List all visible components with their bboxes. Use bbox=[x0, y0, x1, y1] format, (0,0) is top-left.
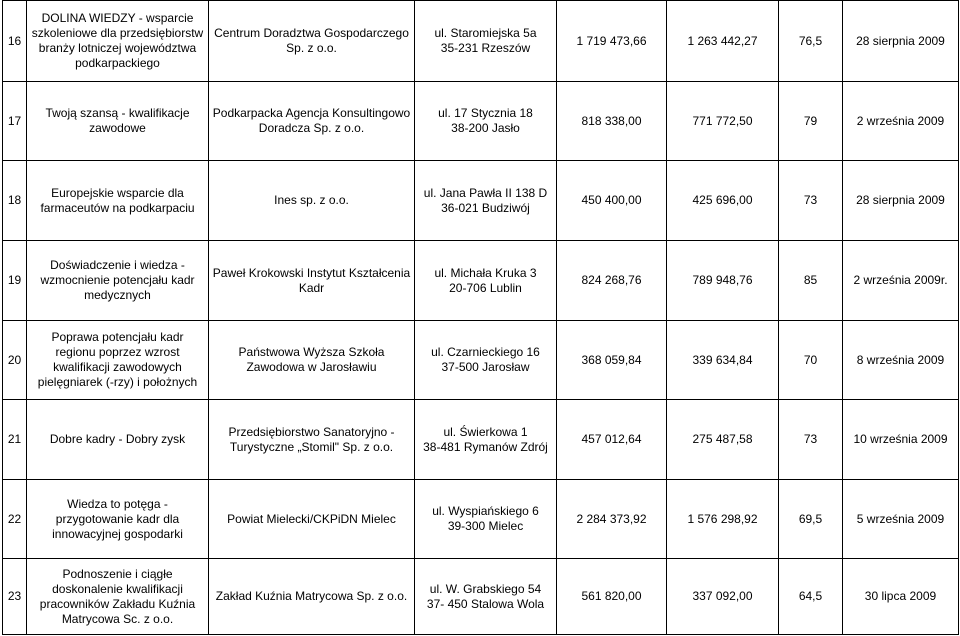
table-row bbox=[3, 82, 959, 161]
total-value: 368 059,84 bbox=[557, 321, 667, 400]
grant-value: 1 576 298,92 bbox=[667, 480, 779, 559]
table-row bbox=[3, 559, 959, 635]
table-row bbox=[3, 1, 959, 82]
date: 8 września 2009 bbox=[843, 321, 959, 400]
beneficiary: Powiat Mielecki/CKPiDN Mielec bbox=[209, 480, 415, 559]
date: 10 września 2009 bbox=[843, 400, 959, 480]
row-number: 19 bbox=[3, 241, 27, 321]
date: 30 lipca 2009 bbox=[843, 559, 959, 635]
score: 85 bbox=[779, 241, 843, 321]
address-street: ul. Czarnieckiego 16 bbox=[431, 345, 540, 359]
beneficiary: Ines sp. z o.o. bbox=[209, 161, 415, 241]
address-city: 38-200 Jasło bbox=[451, 121, 520, 135]
address bbox=[415, 321, 557, 400]
project-title: Europejskie wsparcie dla farmaceutów na podkarpaciu bbox=[27, 161, 209, 241]
address-city: 37- 450 Stalowa Wola bbox=[426, 596, 545, 611]
address bbox=[415, 559, 557, 635]
address-city: 39-300 Mielec bbox=[447, 519, 524, 533]
address-street: ul. Michała Kruka 3 bbox=[434, 265, 537, 280]
project-title: Wiedza to potęga - przygotowanie kadr dla innowacyjnej gospodarki bbox=[27, 480, 209, 559]
address-street: ul. W. Grabskiego 54 bbox=[429, 581, 542, 596]
row-number: 21 bbox=[3, 400, 27, 480]
address-city: 20-706 Lublin bbox=[449, 280, 522, 295]
grant-value: 789 948,76 bbox=[667, 241, 779, 321]
address-city: 38-481 Rymanów Zdrój bbox=[423, 439, 548, 454]
row-number: 16 bbox=[3, 1, 27, 82]
score: 69,5 bbox=[779, 480, 843, 559]
table-row bbox=[3, 321, 959, 400]
address bbox=[415, 161, 557, 241]
score: 64,5 bbox=[779, 559, 843, 635]
project-title: Dobre kadry - Dobry zysk bbox=[27, 400, 209, 480]
score: 76,5 bbox=[779, 1, 843, 82]
total-value: 450 400,00 bbox=[557, 161, 667, 241]
score: 70 bbox=[779, 321, 843, 400]
table-row bbox=[3, 241, 959, 321]
address bbox=[415, 1, 557, 82]
projects-table-body bbox=[3, 1, 959, 635]
grant-value: 275 487,58 bbox=[667, 400, 779, 480]
address-street: ul. Wyspiańskiego 6 bbox=[432, 504, 539, 518]
total-value: 818 338,00 bbox=[557, 82, 667, 161]
grant-value: 771 772,50 bbox=[667, 82, 779, 161]
date: 28 sierpnia 2009 bbox=[843, 161, 959, 241]
beneficiary: Przedsiębiorstwo Sanatoryjno - Turystyczne „Stomil" Sp. z o.o. bbox=[209, 400, 415, 480]
date: 28 sierpnia 2009 bbox=[843, 1, 959, 82]
total-value: 1 719 473,66 bbox=[557, 1, 667, 82]
address-street: ul. Świerkowa 1 bbox=[443, 424, 528, 439]
project-title: DOLINA WIEDZY - wsparcie szkoleniowe dla przedsiębiorstw branży lotniczej województwa podkarpackiego bbox=[27, 1, 209, 82]
date: 2 września 2009r. bbox=[843, 241, 959, 321]
project-title: Podnoszenie i ciągłe doskonalenie kwalifikacji pracowników Zakładu Kuźnia Matrycowa Sc. z o.o. bbox=[27, 559, 209, 635]
address bbox=[415, 241, 557, 321]
grant-value: 425 696,00 bbox=[667, 161, 779, 241]
project-title: Doświadczenie i wiedza - wzmocnienie potencjału kadr medycznych bbox=[27, 241, 209, 321]
address-street: ul. 17 Stycznia 18 bbox=[438, 106, 533, 120]
date: 5 września 2009 bbox=[843, 480, 959, 559]
row-number: 20 bbox=[3, 321, 27, 400]
score: 73 bbox=[779, 400, 843, 480]
address-street: ul. Jana Pawła II 138 D bbox=[423, 185, 548, 200]
project-title: Poprawa potencjału kadr regionu poprzez wzrost kwalifikacji zawodowych pielęgniarek (-rzy) i położnych bbox=[27, 321, 209, 400]
address-city: 37-500 Jarosław bbox=[441, 360, 530, 374]
table-row bbox=[3, 480, 959, 559]
total-value: 2 284 373,92 bbox=[557, 480, 667, 559]
beneficiary: Podkarpacka Agencja Konsultingowo Doradcza Sp. z o.o. bbox=[209, 82, 415, 161]
row-number: 18 bbox=[3, 161, 27, 241]
projects-table bbox=[2, 0, 959, 635]
total-value: 824 268,76 bbox=[557, 241, 667, 321]
table-row bbox=[3, 161, 959, 241]
score: 73 bbox=[779, 161, 843, 241]
total-value: 561 820,00 bbox=[557, 559, 667, 635]
grant-value: 339 634,84 bbox=[667, 321, 779, 400]
address bbox=[415, 400, 557, 480]
beneficiary: Państwowa Wyższa Szkoła Zawodowa w Jarosławiu bbox=[209, 321, 415, 400]
address-city: 36-021 Budziwój bbox=[441, 200, 530, 215]
grant-value: 337 092,00 bbox=[667, 559, 779, 635]
address bbox=[415, 480, 557, 559]
row-number: 17 bbox=[3, 82, 27, 161]
row-number: 23 bbox=[3, 559, 27, 635]
beneficiary: Zakład Kuźnia Matrycowa Sp. z o.o. bbox=[209, 559, 415, 635]
date: 2 września 2009 bbox=[843, 82, 959, 161]
beneficiary: Paweł Krokowski Instytut Kształcenia Kadr bbox=[209, 241, 415, 321]
score: 79 bbox=[779, 82, 843, 161]
total-value: 457 012,64 bbox=[557, 400, 667, 480]
row-number: 22 bbox=[3, 480, 27, 559]
address-street: ul. Staromiejska 5a bbox=[434, 26, 537, 40]
address-city: 35-231 Rzeszów bbox=[440, 41, 531, 55]
beneficiary: Centrum Doradztwa Gospodarczego Sp. z o.o. bbox=[209, 1, 415, 82]
grant-value: 1 263 442,27 bbox=[667, 1, 779, 82]
project-title: Twoją szansą - kwalifikacje zawodowe bbox=[27, 82, 209, 161]
table-row bbox=[3, 400, 959, 480]
address bbox=[415, 82, 557, 161]
